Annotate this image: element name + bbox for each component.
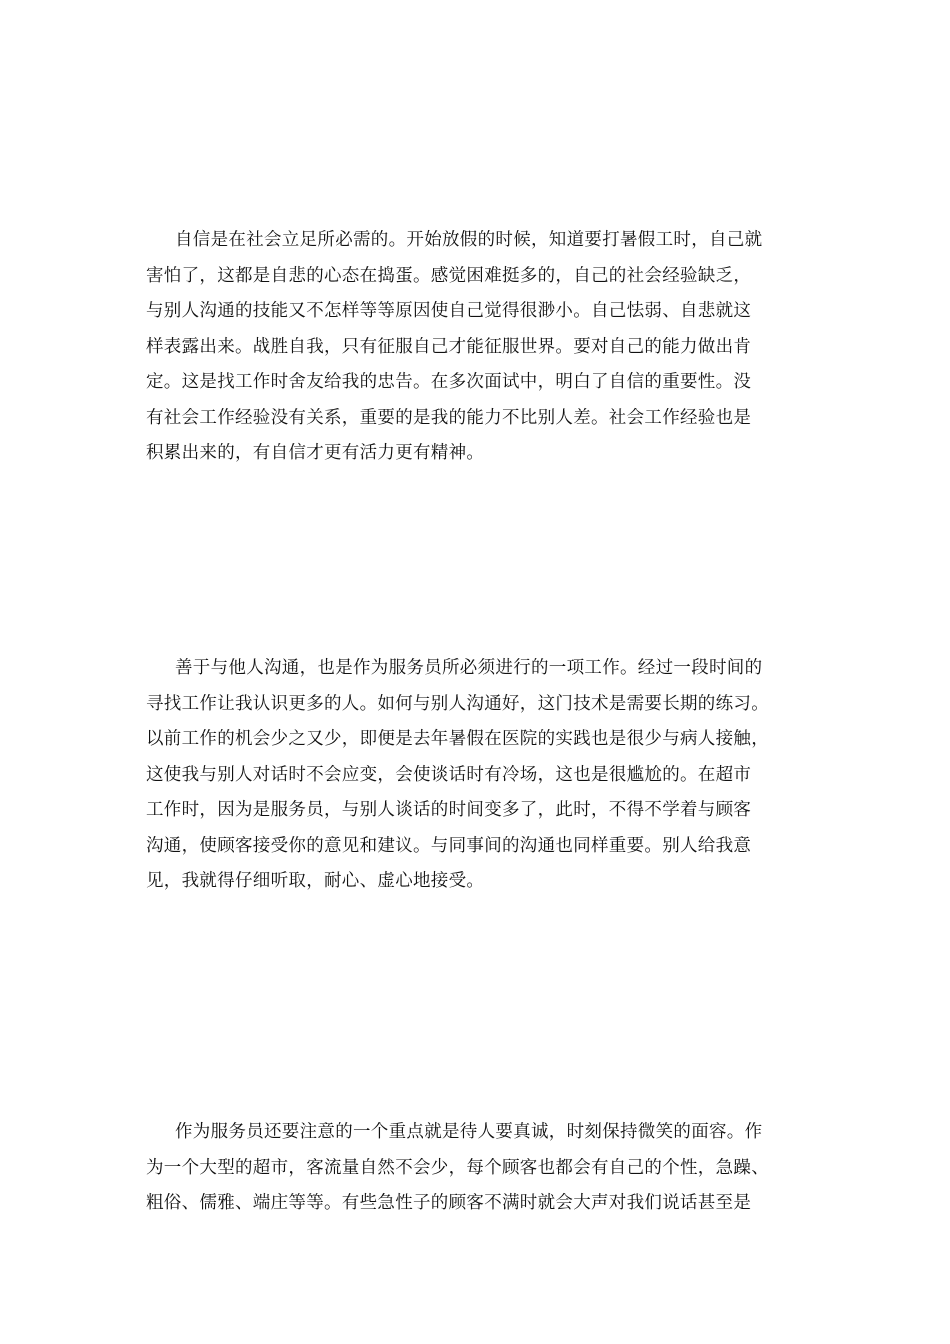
paragraph-line: 害怕了，这都是自悲的心态在捣蛋。感觉困难挺多的，自己的社会经验缺乏， bbox=[146, 265, 752, 286]
paragraph-line: 这使我与别人对话时不会应变，会使谈话时有冷场，这也是很尴尬的。在超市 bbox=[146, 764, 752, 785]
paragraph-communication bbox=[146, 651, 808, 900]
paragraph-line: 自信是在社会立足所必需的。开始放假的时候，知道要打暑假工时，自己就 bbox=[175, 230, 763, 250]
paragraph-line: 定。这是找工作时舍友给我的忠告。在多次面试中，明白了自信的重要性。没 bbox=[146, 372, 752, 392]
paragraph-line: 见，我就得仔细听取，耐心、虚心地接受。 bbox=[146, 871, 485, 891]
paragraph-line: 积累出来的，有自信才更有活力更有精神。 bbox=[146, 443, 485, 463]
paragraph-line: 为一个大型的超市，客流量自然不会少，每个顾客也都会有自己的个性，急躁、 bbox=[146, 1157, 769, 1178]
paragraph-line: 作为服务员还要注意的一个重点就是待人要真诚，时刻保持微笑的面容。作 bbox=[175, 1122, 763, 1142]
paragraph-line: 工作时，因为是服务员，与别人谈话的时间变多了，此时，不得不学着与顾客 bbox=[146, 800, 752, 820]
paragraph-line: 有社会工作经验没有关系，重要的是我的能力不比别人差。社会工作经验也是 bbox=[146, 407, 752, 428]
paragraph-line: 沟通，使顾客接受你的意见和建议。与同事间的沟通也同样重要。别人给我意 bbox=[146, 835, 752, 856]
paragraph-line: 粗俗、儒雅、端庄等等。有些急性子的顾客不满时就会大声对我们说话甚至是 bbox=[146, 1193, 752, 1213]
paragraph-line: 寻找工作让我认识更多的人。如何与别人沟通好，这门技术是需要长期的练习。 bbox=[146, 693, 769, 714]
paragraph-line: 善于与他人沟通，也是作为服务员所必须进行的一项工作。经过一段时间的 bbox=[175, 658, 763, 678]
paragraph-line: 以前工作的机会少之又少，即便是去年暑假在医院的实践也是很少与病人接触， bbox=[146, 729, 769, 749]
paragraph-confidence bbox=[146, 223, 808, 472]
paragraph-line: 样表露出来。战胜自我，只有征服自己才能征服世界。要对自己的能力做出肯 bbox=[146, 336, 752, 357]
paragraph-sincerity bbox=[146, 1115, 808, 1222]
paragraph-line: 与别人沟通的技能又不怎样等等原因使自己觉得很渺小。自己怯弱、自悲就这 bbox=[146, 301, 752, 321]
